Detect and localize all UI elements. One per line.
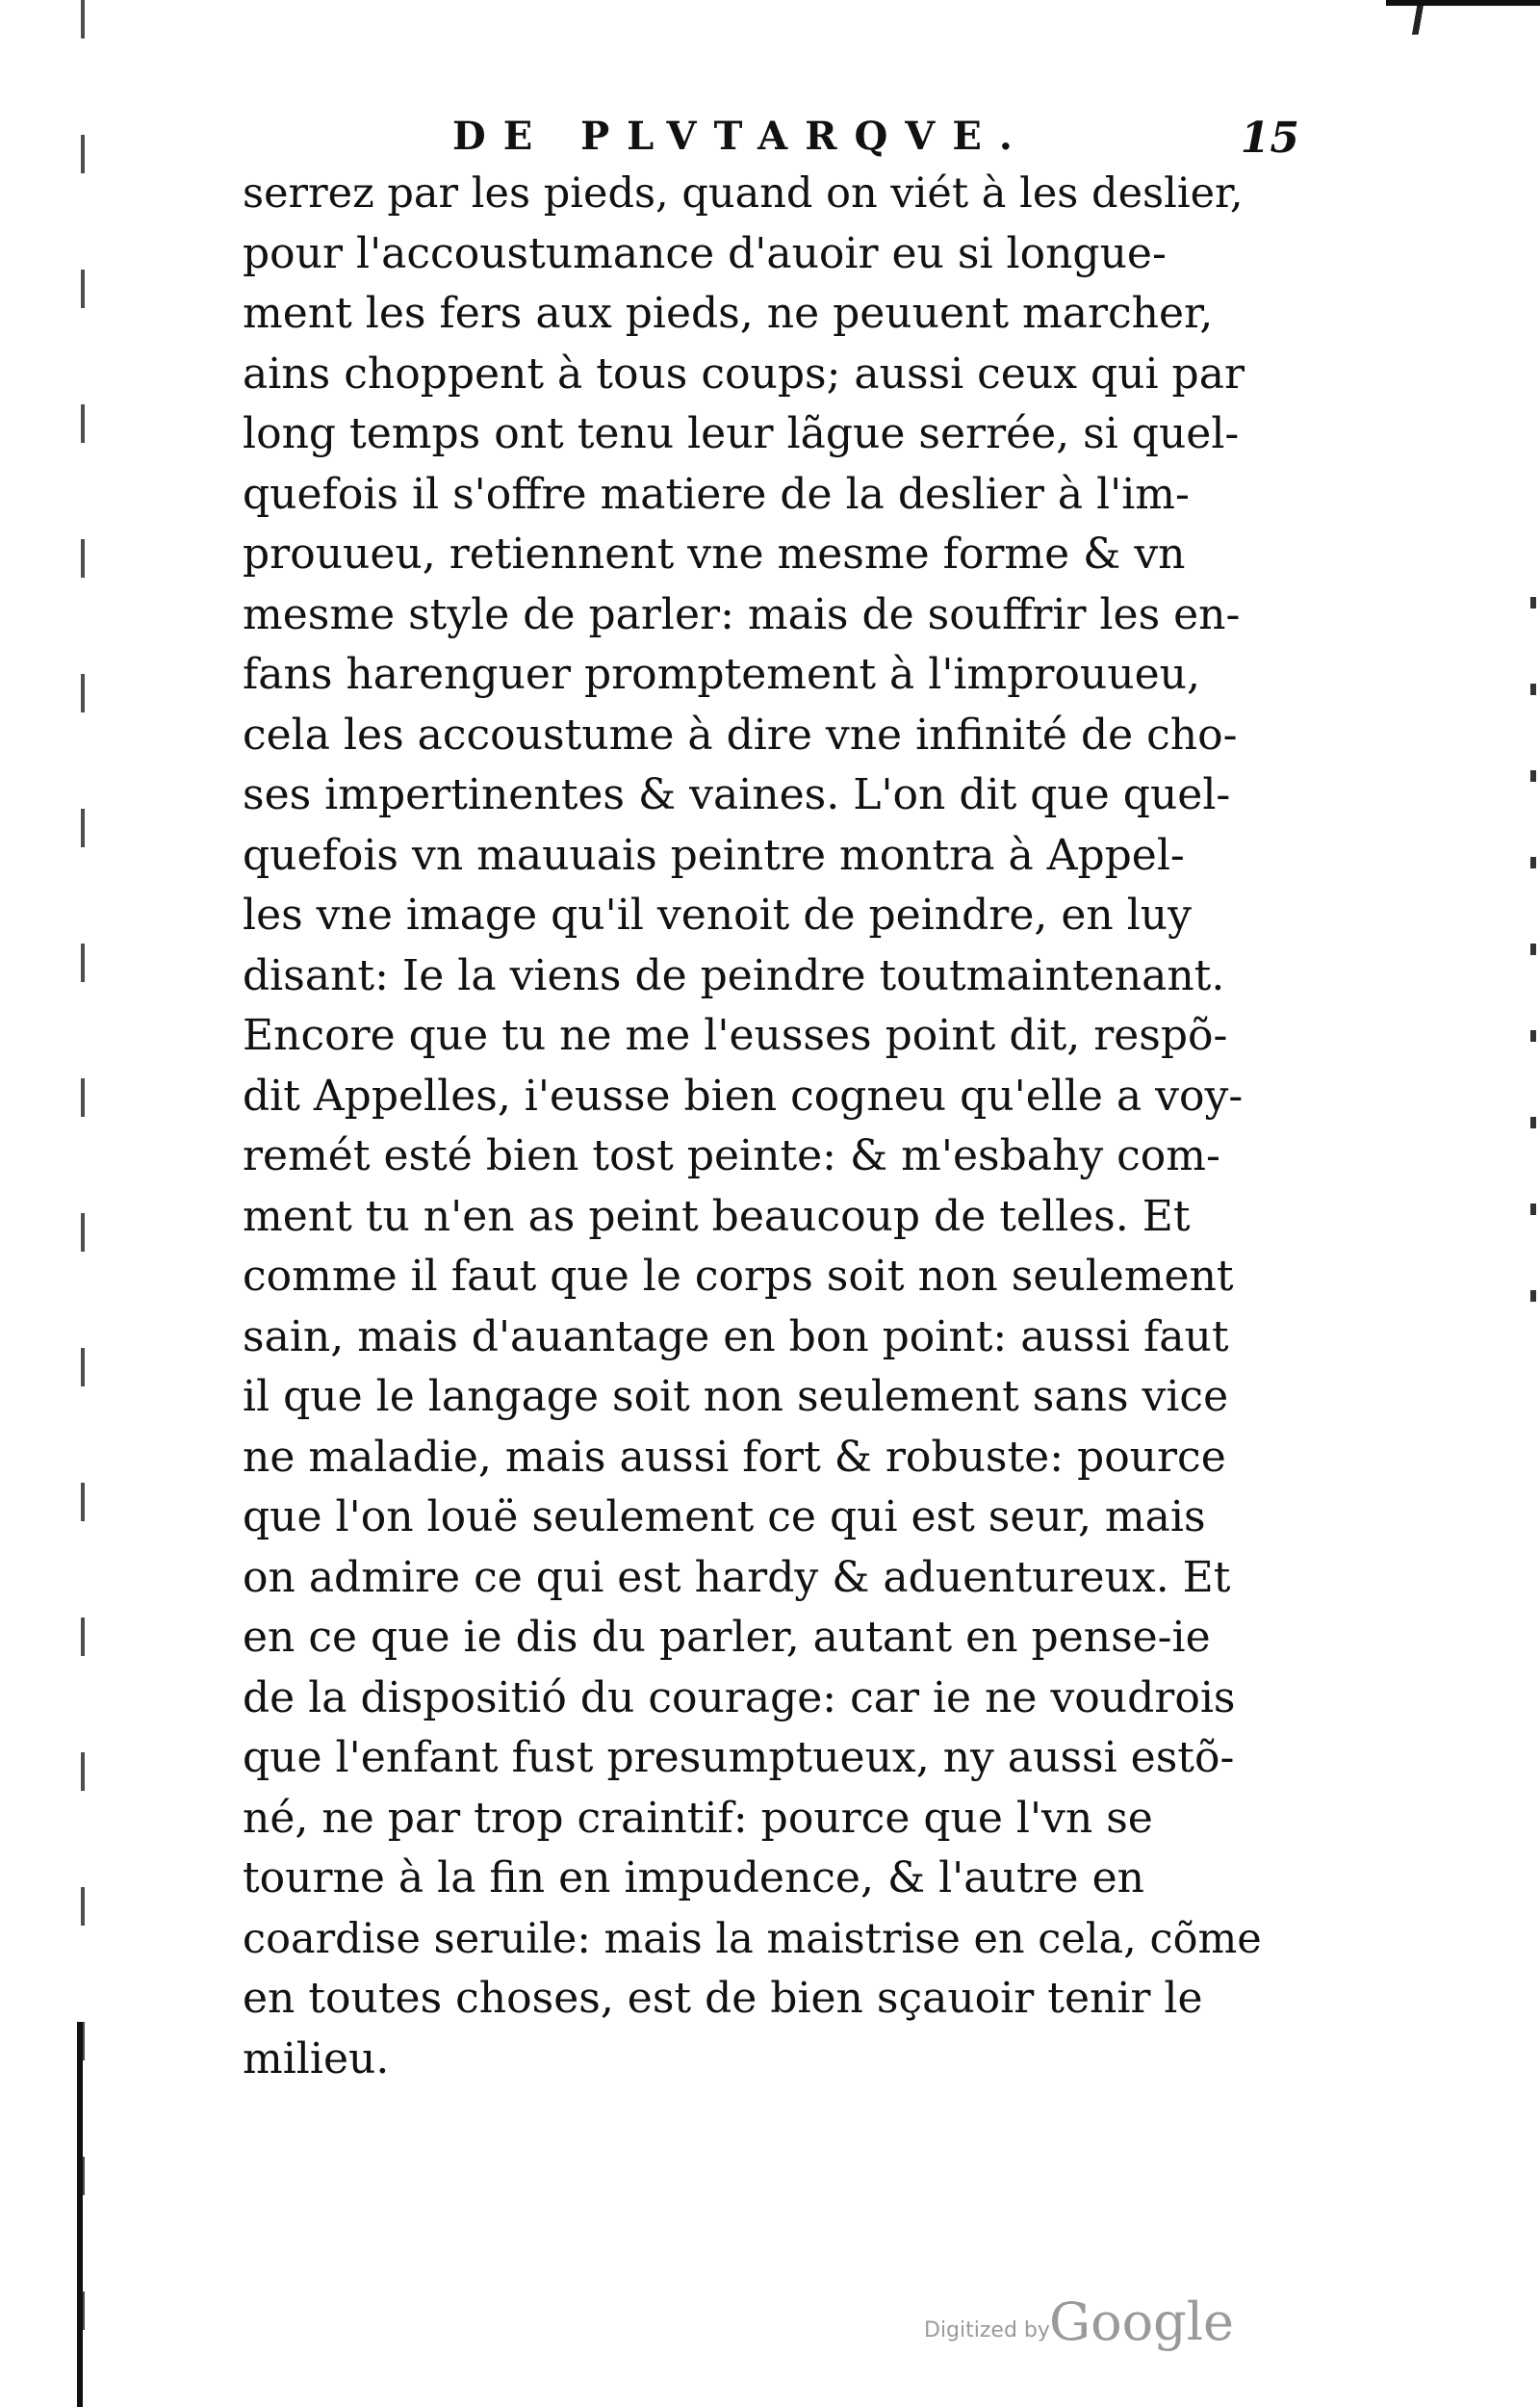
- text-line: ment les fers aux pieds, ne peuuent marcher,: [243, 289, 1214, 338]
- text-line: coardise seruile: mais la maistrise en cela, cõme: [243, 1914, 1262, 1963]
- text-line: que l'enfant fust presumptueux, ny aussi estõ-: [243, 1733, 1235, 1782]
- page-edge-top: [1386, 0, 1540, 35]
- text-line: comme il faut que le corps soit non seulement: [243, 1252, 1234, 1301]
- body-text: [243, 164, 1263, 2089]
- text-line: Encore que tu ne me l'eusses point dit, respõ-: [243, 1011, 1228, 1060]
- text-line: serrez par les pieds, quand on viét à les deslier,: [243, 169, 1244, 218]
- page-number: 15: [1240, 114, 1299, 163]
- text-line: pour l'accoustumance d'auoir eu si longue-: [243, 228, 1167, 278]
- text-line: ne maladie, mais aussi fort & robuste: pource: [243, 1432, 1226, 1482]
- text-line: ains choppent à tous coups; aussi ceux qui par: [243, 349, 1245, 399]
- text-line: en ce que ie dis du parler, autant en pense-ie: [243, 1613, 1211, 1662]
- text-line: que l'on louë seulement ce qui est seur, mais: [243, 1492, 1206, 1541]
- text-line: remét esté bien tost peinte: & m'esbahy com-: [243, 1131, 1220, 1180]
- text-line: sain, mais d'auantage en bon point: aussi faut: [243, 1311, 1229, 1361]
- text-line: milieu.: [243, 2033, 390, 2083]
- text-line: fans harenguer promptement à l'improuueu,: [243, 650, 1200, 699]
- text-line: tourne à la fin en impudence, & l'autre en: [243, 1853, 1144, 1902]
- text-line: ses impertinentes & vaines. L'on dit que quel-: [243, 770, 1231, 819]
- digitized-label: Digitized by: [924, 2318, 1050, 2342]
- running-title: DE PLVTARQVE.: [452, 114, 1030, 159]
- text-line: né, ne par trop craintif: pource que l'vn se: [243, 1793, 1153, 1843]
- page-edge-left-bottom: [77, 2022, 83, 2407]
- page-header: [260, 114, 1299, 171]
- text-line: en toutes choses, est de bien sçauoir tenir le: [243, 1974, 1203, 2023]
- page-edge-right: [1530, 597, 1536, 1329]
- text-line: long temps ont tenu leur lãgue serrée, si quel-: [243, 409, 1240, 458]
- digitization-watermark: [924, 2291, 1242, 2352]
- text-line: les vne image qu'il venoit de peindre, en luy: [243, 891, 1192, 940]
- text-line: il que le langage soit non seulement sans vice: [243, 1372, 1229, 1421]
- text-line: ment tu n'en as peint beaucoup de telles. Et: [243, 1191, 1191, 1241]
- text-line: quefois vn mauuais peintre montra à Appel-: [243, 830, 1185, 880]
- text-line: on admire ce qui est hardy & aduentureux. Et: [243, 1552, 1231, 1602]
- text-line: cela les accoustume à dire vne infinité de cho-: [243, 710, 1238, 760]
- text-line: de la dispositió du courage: car ie ne voudrois: [243, 1672, 1236, 1722]
- text-line: disant: Ie la viens de peindre toutmaintenant.: [243, 950, 1225, 1000]
- text-line: quefois il s'offre matiere de la deslier à l'im-: [243, 469, 1190, 519]
- text-line: prouueu, retiennent vne mesme forme & vn: [243, 530, 1186, 579]
- text-line: dit Appelles, i'eusse bien cogneu qu'elle a voy-: [243, 1071, 1244, 1121]
- google-wordmark: Google: [1049, 2291, 1234, 2352]
- text-line: mesme style de parler: mais de souffrir les en-: [243, 589, 1241, 639]
